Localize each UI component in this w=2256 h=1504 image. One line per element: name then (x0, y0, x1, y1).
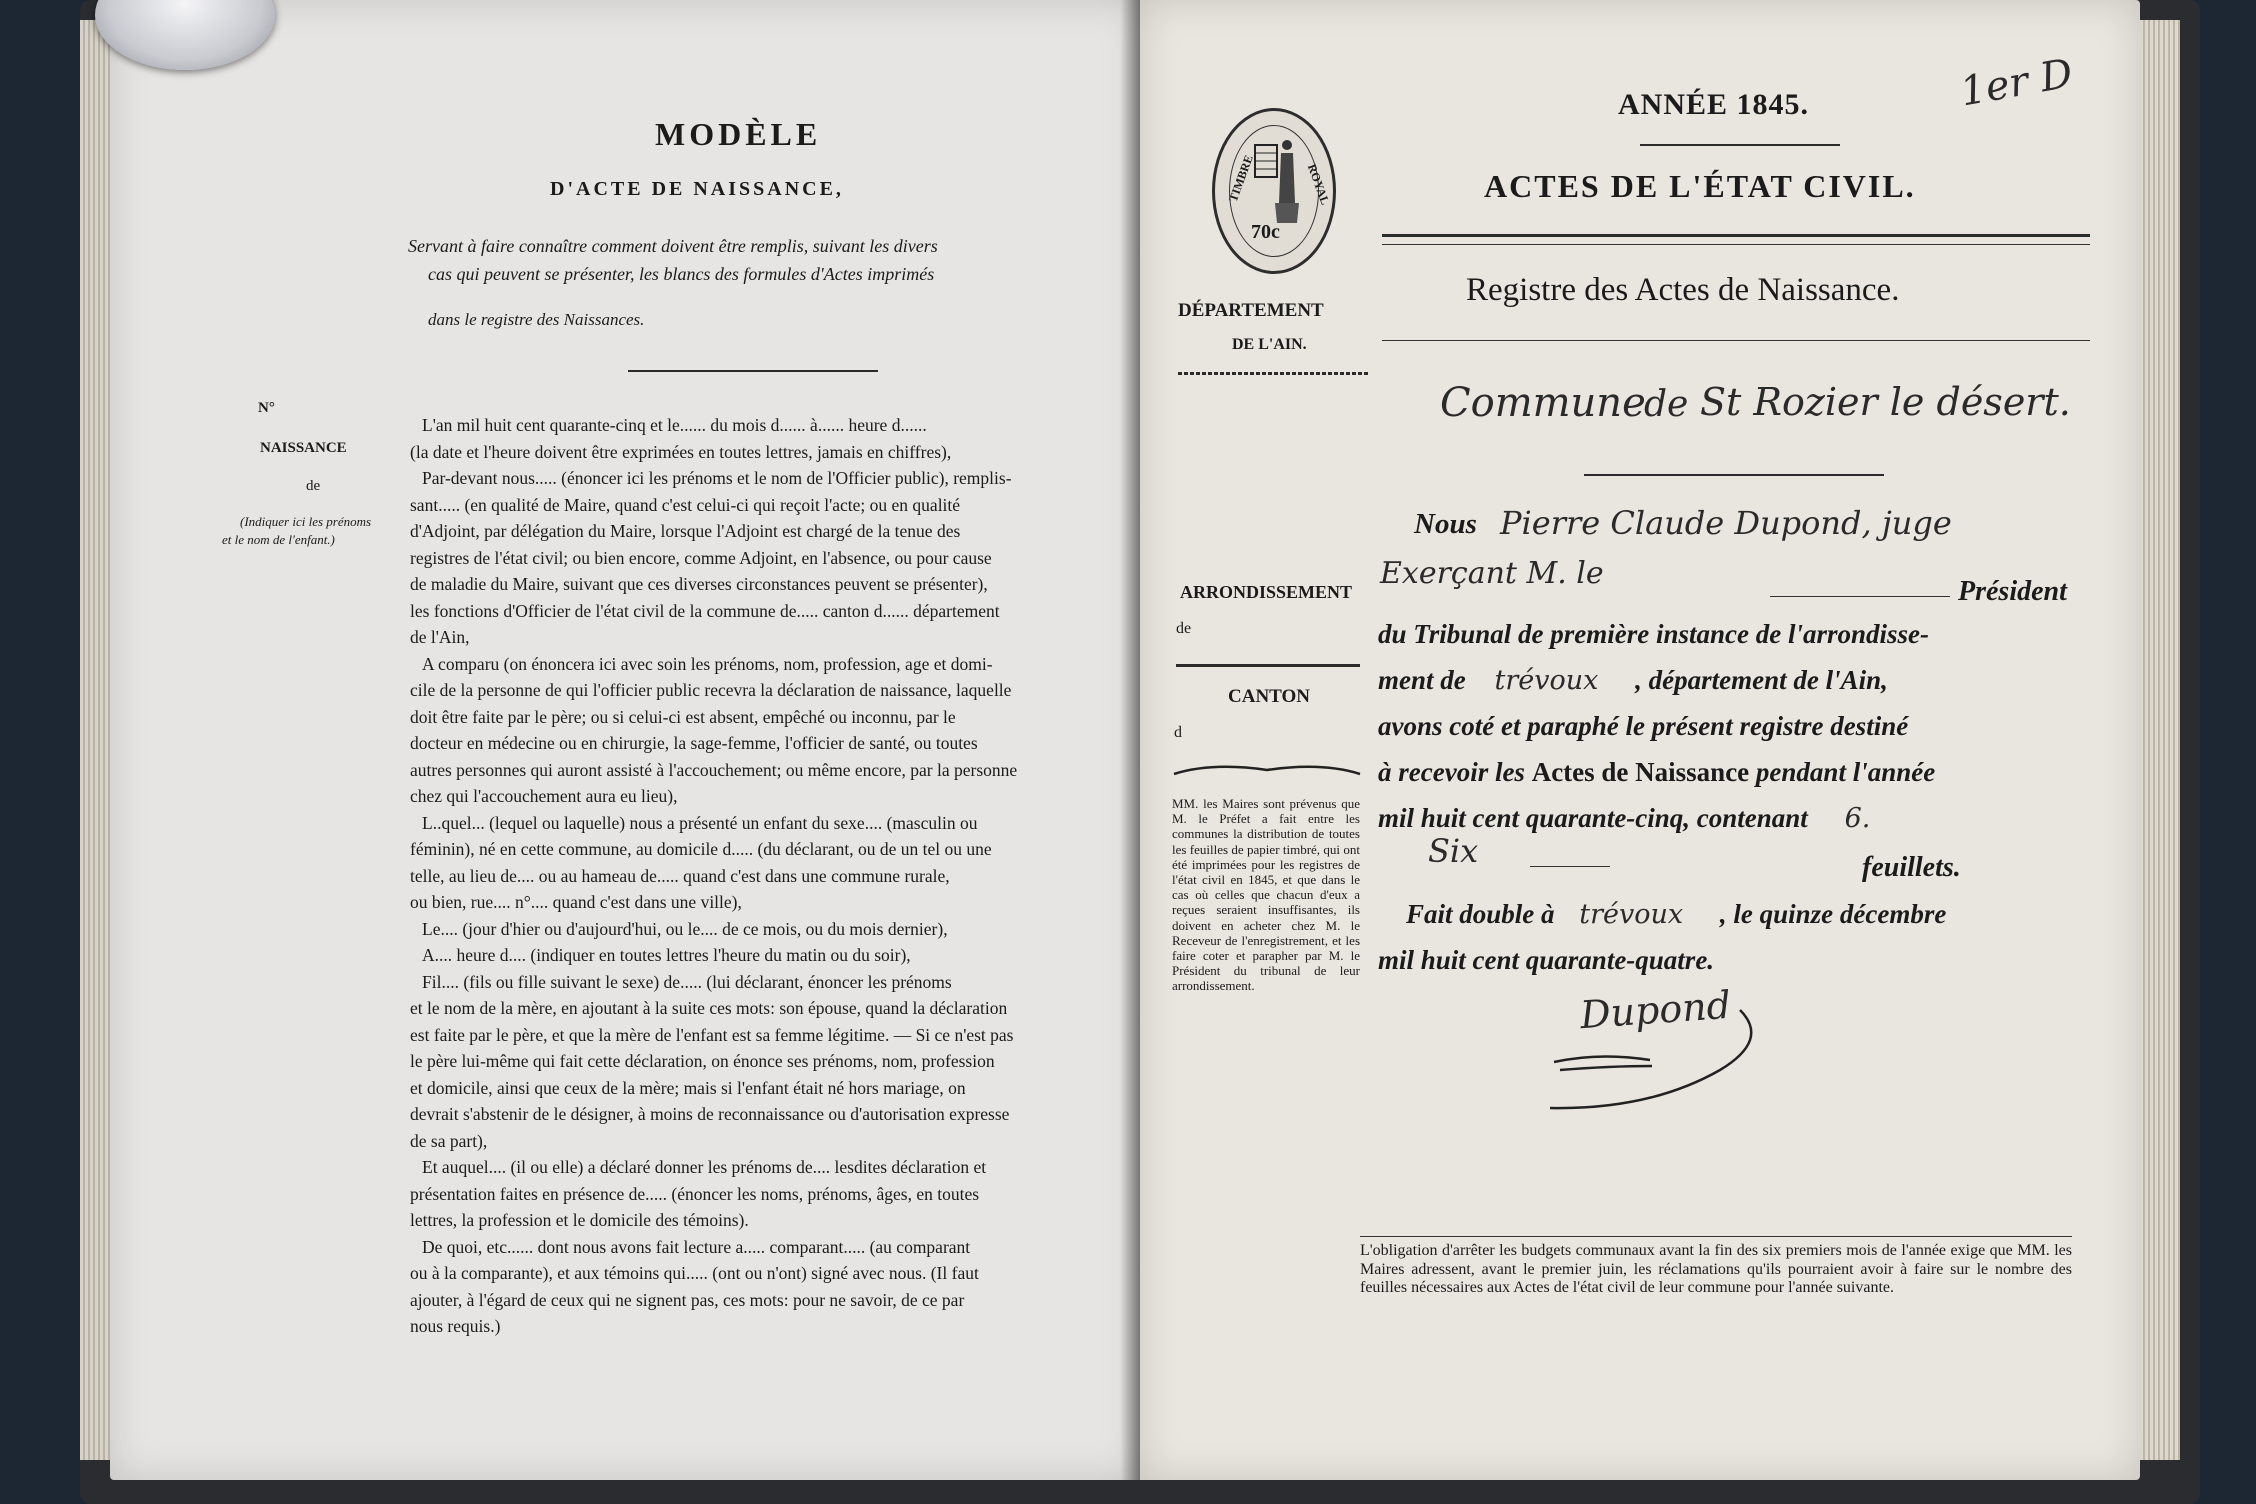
corner-mark: 1er D (1956, 50, 2077, 116)
margin-de: de (306, 478, 321, 494)
stamp-text-left: TIMBRE (1225, 153, 1256, 204)
maires-side-note: MM. les Maires sont prévenus que M. le Préfet a fait entre les communes la distribution de toutes les feuilles de papier timbré, qui ont été imprimées pour les registres de l'état civil en 1845, et que dans le cas où celles que chacun d'eux a reçues seraient insuffisantes, ils doivent en acheter chez M. le Receveur de l'enregistrement, et les faire coter et parapher par M. le Président du tribunal de leur arrondissement. (1172, 796, 1360, 994)
arrondissement-label: ARRONDISSEMENT (1180, 582, 1353, 602)
body-line: ou à la comparante), et aux témoins qui..... (ont ou n'ont) signé avec nous. (Il faut (410, 1263, 979, 1283)
etat-civil-heading: ACTES DE L'ÉTAT CIVIL. (1484, 168, 1916, 204)
fait-double-line (1406, 892, 2096, 937)
body-line: d'Adjoint, par délégation du Maire, lorsque l'Adjoint est chargé de la tenue des (410, 521, 961, 541)
canton-d: d (1174, 724, 1182, 741)
body-line: nous requis.) (410, 1316, 501, 1336)
fait-double-text: Fait double à (1406, 899, 1555, 929)
body-line: De quoi, etc...... dont nous avons fait lecture a..... comparant..... (au comparant (422, 1236, 971, 1257)
ment-de-text: ment de (1378, 665, 1466, 695)
ment-de-line (1378, 658, 2088, 703)
president-blank-line (1770, 596, 1950, 597)
arrondissement-rule (1176, 664, 1360, 667)
stamp-value: 70c (1251, 221, 1280, 243)
left-ornament-rule (628, 370, 878, 372)
margin-number: N° (258, 400, 275, 416)
body-line: chez qui l'accouchement aura eu lieu), (410, 786, 678, 806)
heading-rule-1 (1382, 234, 2090, 237)
date-text: mil huit cent quarante-quatre. (1378, 945, 1715, 975)
six-handwritten: Six (1428, 832, 1479, 870)
intro-line-1: Servant à faire connaître comment doivent être remplis, suivant les divers (408, 236, 938, 256)
trevoux-handwritten-2: trévoux (1579, 899, 1684, 930)
body-line: autres personnes qui auront assisté à l'accouchement; ou même encore, par la personne (410, 759, 1018, 780)
canton-brace-icon (1172, 758, 1362, 778)
mil-line (1378, 796, 2088, 841)
commune-de: de (1644, 384, 1689, 425)
body-line: devrait s'abstenir de le désigner, à moins de reconnaissance ou d'autorisation expresse (410, 1104, 1010, 1124)
body-line: L..quel... (lequel ou laquelle) nous a présenté un enfant du sexe.... (masculin ou (422, 812, 978, 833)
body-line: Fil.... (fils ou fille suivant le sexe) de..... (lui déclarant, énoncer les prénoms (422, 971, 952, 992)
trevoux-handwritten: trévoux (1494, 665, 1599, 696)
tribunal-text: du Tribunal de première instance de l'arrondisse- (1378, 619, 1930, 649)
stamp-text-right: ROYAL (1304, 162, 1333, 207)
body-line: est faite par le père, et que la mère de l'enfant est sa femme légitime. — Si ce n'est pas (410, 1024, 1014, 1045)
body-line: sant..... (en qualité de Maire, quand c'est celui-ci qui reçoit l'acte; ou en qualité (410, 494, 961, 515)
body-line: (la date et l'heure doivent être exprimées en toutes lettres, jamais en chiffres), (410, 441, 952, 462)
body-line: lettres, la profession et le domicile des témoins). (410, 1210, 749, 1230)
margin-note-2: et le nom de l'enfant.) (222, 532, 335, 547)
margin-note-1: (Indiquer ici les prénoms (240, 514, 372, 529)
margin-naissance: NAISSANCE (260, 440, 347, 456)
heading-rule-2 (1382, 244, 2090, 245)
registre-rule (1382, 340, 2090, 341)
mil-text: mil huit cent quarante-cinq, contenant (1378, 803, 1808, 833)
tribunal-line (1378, 612, 2088, 657)
body-line: Et auquel.... (il ou elle) a déclaré donner les prénoms de.... lesdites déclaration et (422, 1157, 987, 1177)
budget-footnote: L'obligation d'arrêter les budgets communaux avant la fin des six premiers mois de l'année exige que MM. les Maires adressent, avant le premier juin, les réclamations qu'ils pourraient avoir à faire sur le nombre des feuilles nécessaires aux Actes de l'état civil de leur commune pour l'année suivante. (1360, 1242, 2072, 1296)
commune-name: St Rozier le désert. (1700, 380, 2071, 424)
body-line: et le nom de la mère, en ajoutant à la suite ces mots: son épouse, quand la déclaration (410, 998, 1008, 1018)
recevoir-text-a: à recevoir les (1378, 757, 1525, 787)
left-subtitle: D'ACTE DE NAISSANCE, (550, 178, 844, 200)
recevoir-text-c: pendant l'année (1755, 757, 1936, 787)
officer-name-handwritten: Pierre Claude Dupond, juge (1500, 504, 1952, 542)
president-label: Président (1958, 576, 2067, 607)
count-handwritten: 6. (1844, 803, 1871, 834)
body-line: A comparu (on énoncera ici avec soin les prénoms, nom, profession, age et domi- (422, 653, 993, 674)
departement-name: DE L'AIN. (1232, 336, 1307, 353)
canton-label: CANTON (1228, 686, 1310, 707)
departement-rule (1178, 372, 1368, 375)
nous-label: Nous (1414, 508, 1477, 540)
commune-label: Commune (1440, 380, 1646, 426)
commune-ornament-rule (1584, 474, 1884, 476)
stamp-figure-icon (1245, 133, 1305, 233)
le-quinze-text: , le quinze décembre (1719, 899, 1947, 929)
body-line: docteur en médecine ou en chirurgie, la sage-femme, l'officier de santé, ou toutes (410, 733, 978, 753)
body-line: telle, au lieu de.... ou au hameau de..... quand c'est dans une commune rurale, (410, 865, 950, 886)
intro-line-2: cas qui peuvent se présenter, les blancs des formules d'Actes imprimés (428, 264, 935, 284)
exercant-handwritten: Exerçant M. le (1380, 556, 1604, 591)
body-line: cile de la personne de qui l'officier public recevra la déclaration de naissance, laquelle (410, 680, 1012, 700)
annee-rule (1640, 144, 1840, 146)
body-line: ou bien, rue.... n°.... quand c'est dans une ville), (410, 892, 742, 912)
signature-flourish-icon (1540, 1000, 1770, 1110)
signature-dupond: Dupond (1578, 982, 1733, 1038)
footnote-rule (1360, 1236, 2072, 1237)
body-line: A.... heure d.... (indiquer en toutes lettres l'heure du matin ou du soir), (422, 945, 911, 965)
annee-heading: ANNÉE 1845. (1618, 88, 1810, 121)
body-line: Par-devant nous..... (énoncer ici les prénoms et le nom de l'Officier public), remplis- (422, 468, 1012, 488)
body-line: doit être faite par le père; ou si celui-ci est absent, empêché ou inconnu, par le (410, 706, 956, 727)
feuillets-blank-line (1530, 866, 1610, 867)
body-line: ajouter, à l'égard de ceux qui ne signent pas, ces mots: pour ne savoir, de ce par (410, 1289, 965, 1310)
body-line: les fonctions d'Officier de l'état civil de la commune de..... canton d...... département (410, 600, 1000, 621)
left-title: MODÈLE (655, 116, 822, 152)
departement-ain-text: , département de l'Ain, (1635, 665, 1888, 695)
body-line: présentation faites en présence de..... (énoncer les noms, prénoms, âges, en toutes (410, 1183, 980, 1204)
intro-line-3: dans le registre des Naissances. (428, 310, 645, 329)
body-line: Le.... (jour d'hier ou d'aujourd'hui, ou le.... de ce mois, ou du mois dernier), (422, 918, 948, 939)
feuillets-label: feuillets. (1862, 852, 1961, 883)
royal-stamp (1212, 108, 1336, 274)
recevoir-line (1378, 750, 2088, 795)
avons-line (1378, 704, 2088, 749)
registre-title: Registre des Actes de Naissance. (1466, 272, 1900, 308)
body-line: de sa part), (410, 1130, 488, 1151)
body-line: et domicile, ainsi que ceux de la mère; mais si l'enfant était né hors mariage, on (410, 1077, 966, 1098)
body-line: registres de l'état civil; ou bien encore, comme Adjoint, en l'absence, ou pour cause (410, 547, 992, 568)
recevoir-text-b: Actes de Naissance (1531, 757, 1750, 787)
body-line: le père lui-même qui fait cette déclaration, on énonce ses prénoms, nom, profession (410, 1051, 995, 1071)
body-line: de maladie du Maire, suivant que ces diverses circonstances peuvent se présenter), (410, 574, 988, 594)
avons-text: avons coté et paraphé le présent registre destiné (1378, 711, 1909, 741)
date-line (1378, 938, 2088, 983)
body-line: L'an mil huit cent quarante-cinq et le...... du mois d...... à...... heure d...... (422, 415, 927, 435)
body-line: féminin), né en cette commune, au domicile d..... (du déclarant, ou de un tel ou une (410, 839, 992, 859)
departement-label: DÉPARTEMENT (1178, 300, 1324, 321)
arrondissement-de: de (1176, 620, 1192, 637)
body-line: de l'Ain, (410, 627, 470, 647)
model-body (410, 412, 1130, 1340)
right-page-edges (2135, 20, 2180, 1460)
